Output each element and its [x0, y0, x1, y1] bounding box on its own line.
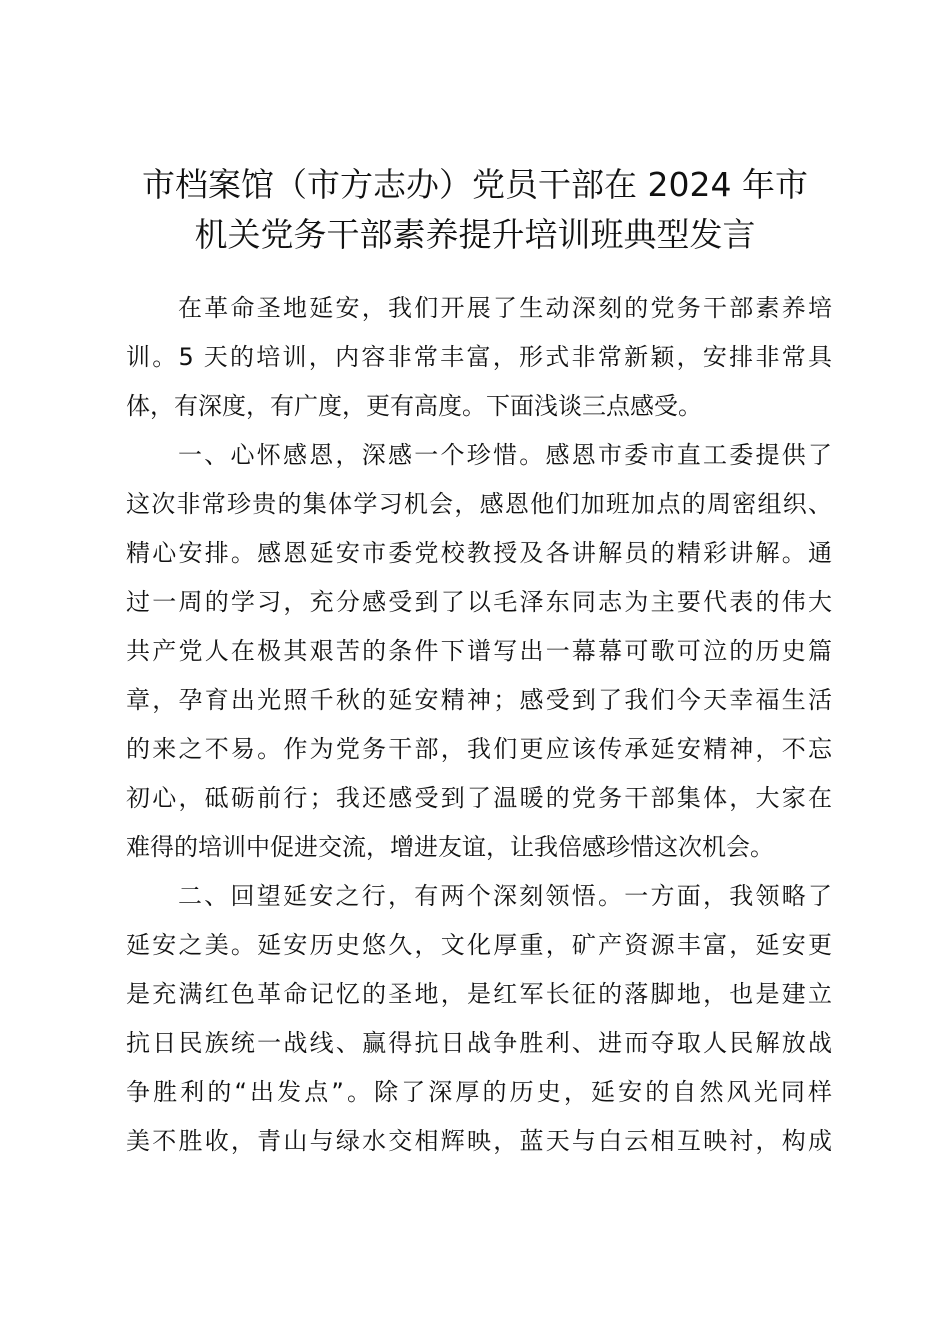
text-line: 美不胜收，青山与绿水交相辉映，蓝天与白云相互映衬，构成	[126, 1127, 832, 1155]
paragraph-point-two	[126, 872, 832, 1166]
text-line: 共产党人在极其艰苦的条件下谱写出一幕幕可歌可泣的历史篇	[126, 637, 832, 665]
text-line: 一、心怀感恩，深感一个珍惜。感恩市委市直工委提供了	[178, 441, 832, 469]
text-line: 在革命圣地延安，我们开展了生动深刻的党务干部素养培	[178, 294, 832, 322]
text-line: 精心安排。感恩延安市委党校教授及各讲解员的精彩讲解。通	[126, 539, 832, 567]
text-line: 这次非常珍贵的集体学习机会，感恩他们加班加点的周密组织、	[126, 490, 832, 518]
paragraph-intro	[126, 284, 832, 431]
text-line: 二、回望延安之行，有两个深刻领悟。一方面，我领略了	[178, 882, 832, 910]
title-line: 市档案馆（市方志办）党员干部在 2024 年市	[142, 165, 808, 204]
text-line: 体，有深度，有广度，更有高度。下面浅谈三点感受。	[126, 392, 702, 420]
title-line: 机关党务干部素养提升培训班典型发言	[194, 215, 756, 254]
text-line: 的来之不易。作为党务干部，我们更应该传承延安精神，不忘	[126, 735, 832, 763]
text-line: 争胜利的“出发点”。除了深厚的历史，延安的自然风光同样	[126, 1078, 832, 1106]
document-body	[126, 284, 832, 1166]
text-line: 章，孕育出光照千秋的延安精神；感受到了我们今天幸福生活	[126, 686, 832, 714]
document-title	[110, 160, 840, 260]
paragraph-point-one	[126, 431, 832, 872]
text-line: 难得的培训中促进交流，增进友谊，让我倍感珍惜这次机会。	[126, 833, 774, 861]
text-line: 抗日民族统一战线、赢得抗日战争胜利、进而夺取人民解放战	[126, 1029, 832, 1057]
text-line: 初心，砥砺前行；我还感受到了温暖的党务干部集体，大家在	[126, 784, 832, 812]
text-line: 过一周的学习，充分感受到了以毛泽东同志为主要代表的伟大	[126, 588, 832, 616]
text-line: 是充满红色革命记忆的圣地，是红军长征的落脚地，也是建立	[126, 980, 832, 1008]
text-line: 训。5 天的培训，内容非常丰富，形式非常新颖，安排非常具	[126, 343, 832, 371]
text-line: 延安之美。延安历史悠久，文化厚重，矿产资源丰富，延安更	[126, 931, 832, 959]
